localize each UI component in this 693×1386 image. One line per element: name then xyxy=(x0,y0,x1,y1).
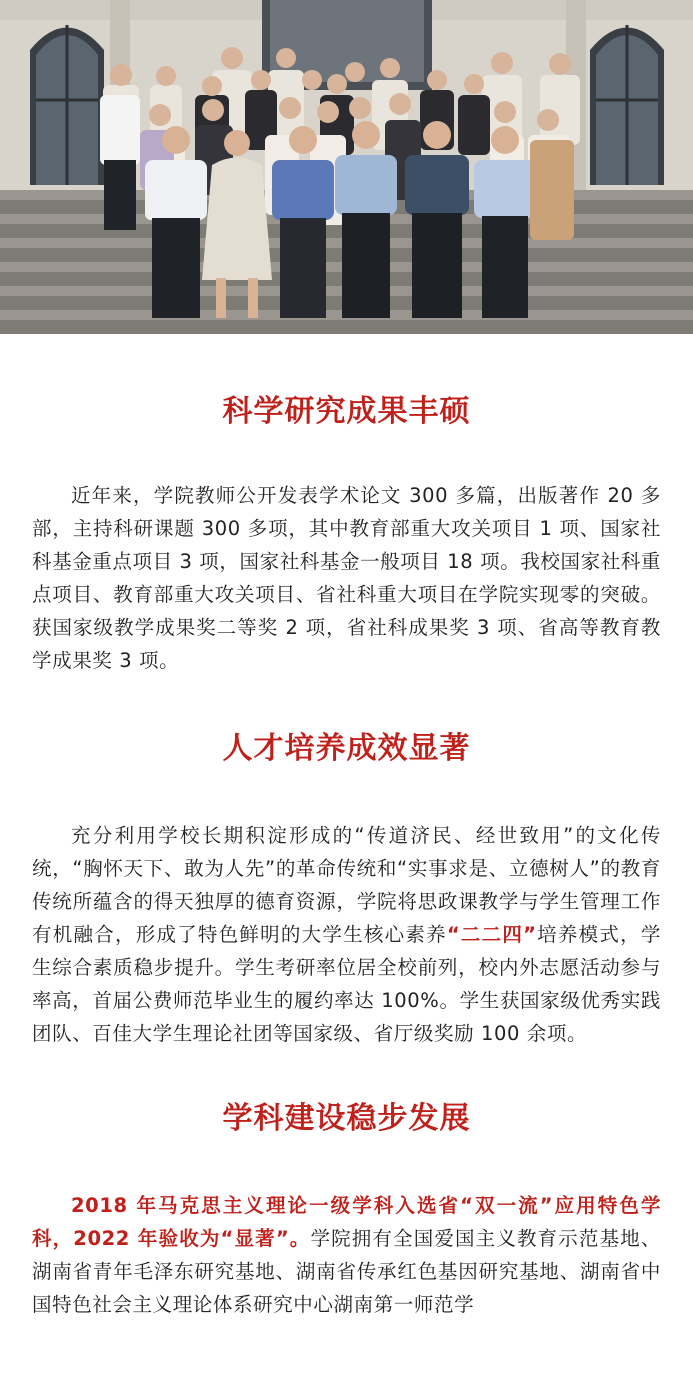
talent-highlight: “二二四” xyxy=(446,923,537,946)
section-title-research: 科学研究成果丰硕 xyxy=(222,394,471,429)
group-photo-icon xyxy=(0,0,693,334)
section-body-talent xyxy=(32,819,661,1050)
group-photo xyxy=(0,0,693,334)
section-title-talent: 人才培养成效显著 xyxy=(222,731,471,766)
section-body-discipline xyxy=(32,1189,661,1321)
talent-text-b: 培养模式，学生综合素质稳步提升。学生考研率位居全校前列，校内外志愿活动参与率高，首届公费师范毕业生的履约率达 100%。学生获国家级优秀实践团队、百佳大学生理论社团等国家级、省厅级奖励 100 余项。 xyxy=(32,923,661,1045)
section-title-discipline: 学科建设稳步发展 xyxy=(222,1101,471,1136)
discipline-text-b: 学院拥有全国爱国主义教育示范基地、湖南省青年毛泽东研究基地、湖南省传承红色基因研究基地、湖南省中国特色社会主义理论体系研究中心湖南第一师范学 xyxy=(32,1227,661,1316)
discipline-highlight: 2018 年马克思主义理论一级学科入选省“双一流”应用特色学科，2022 年验收为“显著”。 xyxy=(32,1194,661,1250)
section-body-research: 近年来，学院教师公开发表学术论文 300 多篇，出版著作 20 多部，主持科研课题 300 多项，其中教育部重大攻关项目 1 项、国家社科基金重点项目 3 项，国家社科基金一般项目 18 项。我校国家社科重点项目、教育部重大攻关项目、省社科重大项目在学院实现零的突破。获国家级教学成果奖二等奖 2 项，省社科成果奖 3 项、省高等教育教学成果奖 3 项。 xyxy=(32,484,662,672)
talent-text-a: 充分利用学校长期积淀形成的“传道济民、经世致用”的文化传统，“胸怀天下、敢为人先”的革命传统和“实事求是、立德树人”的教育传统所蕴含的得天独厚的德育资源，学院将思政课教学与学生管理工作有机融合，形成了特色鲜明的大学生核心素养 xyxy=(32,824,661,946)
article-body xyxy=(0,386,693,1321)
